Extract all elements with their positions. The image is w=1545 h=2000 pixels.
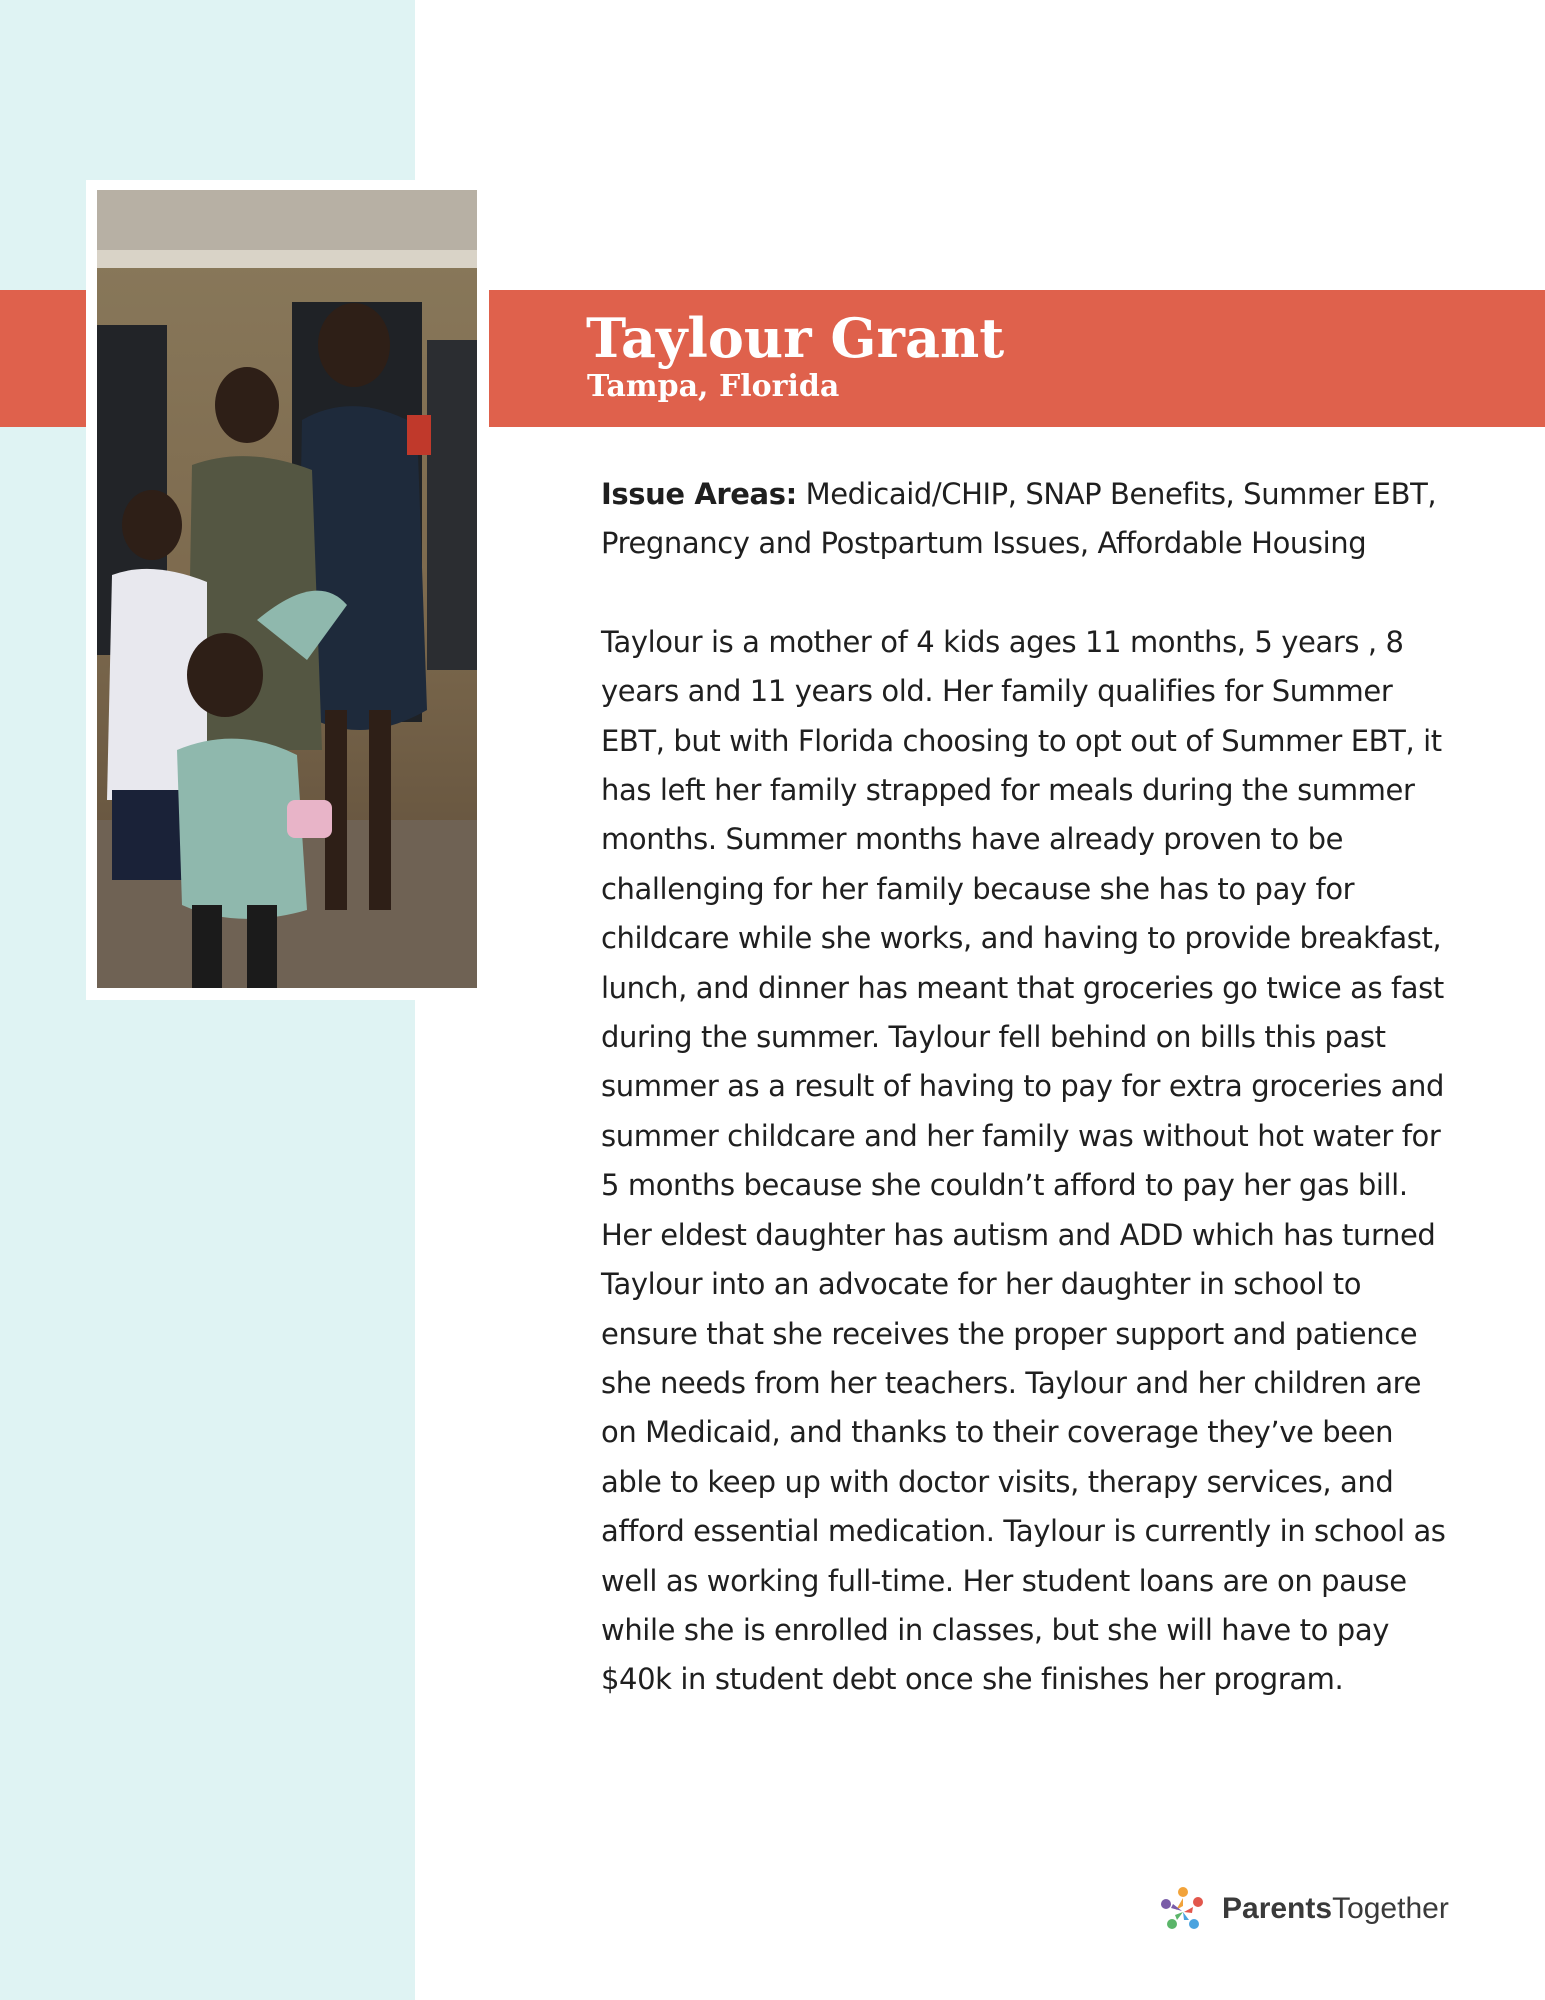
logo-text-parents: Parents xyxy=(1222,1892,1333,1925)
profile-name: Taylour Grant xyxy=(586,306,1005,370)
family-photo xyxy=(97,190,477,988)
issue-areas-label: Issue Areas: xyxy=(601,477,797,511)
issue-areas xyxy=(601,470,1461,569)
logo-text-together: Together xyxy=(1332,1892,1449,1925)
profile-location: Tampa, Florida xyxy=(587,369,840,404)
parentstogether-logo xyxy=(1156,1881,1449,1937)
parentstogether-logo-icon xyxy=(1156,1882,1210,1936)
parentstogether-logo-text xyxy=(1222,1892,1449,1926)
family-photo-illustration xyxy=(97,190,477,988)
profile-content xyxy=(601,470,1461,1705)
issue-areas-value: Medicaid/CHIP, SNAP Benefits, Summer EBT, Pregnancy and Postpartum Issues, Affordable Housing xyxy=(601,477,1437,561)
profile-story: Taylour is a mother of 4 kids ages 11 months, 5 years , 8 years and 11 years old. Her family qualifies for Summer EBT, but with Florida choosing to opt out of Summer EBT, it has left her family strapped for meals during the summer months. Summer months have already proven to be challenging for her family because she has to pay for childcare while she works, and having to provide breakfast, lunch, and dinner has meant that groceries go twice as fast during the summer. Taylour fell behind on bills this past summer as a result of having to pay for extra groceries and summer childcare and her family was without hot water for 5 months because she couldn’t afford to pay her gas bill. Her eldest daughter has autism and ADD which has turned Taylour into an advocate for her daughter in school to ensure that she receives the proper support and patience she needs from her teachers. Taylour and her children are on Medicaid, and thanks to their coverage they’ve been able to keep up with doctor visits, therapy services, and afford essential medication. Taylour is currently in school as well as working full-time. Her student loans are on pause while she is enrolled in classes, but she will have to pay $40k in student debt once she finishes her program. xyxy=(601,624,1446,1697)
header-band-left xyxy=(0,290,86,427)
